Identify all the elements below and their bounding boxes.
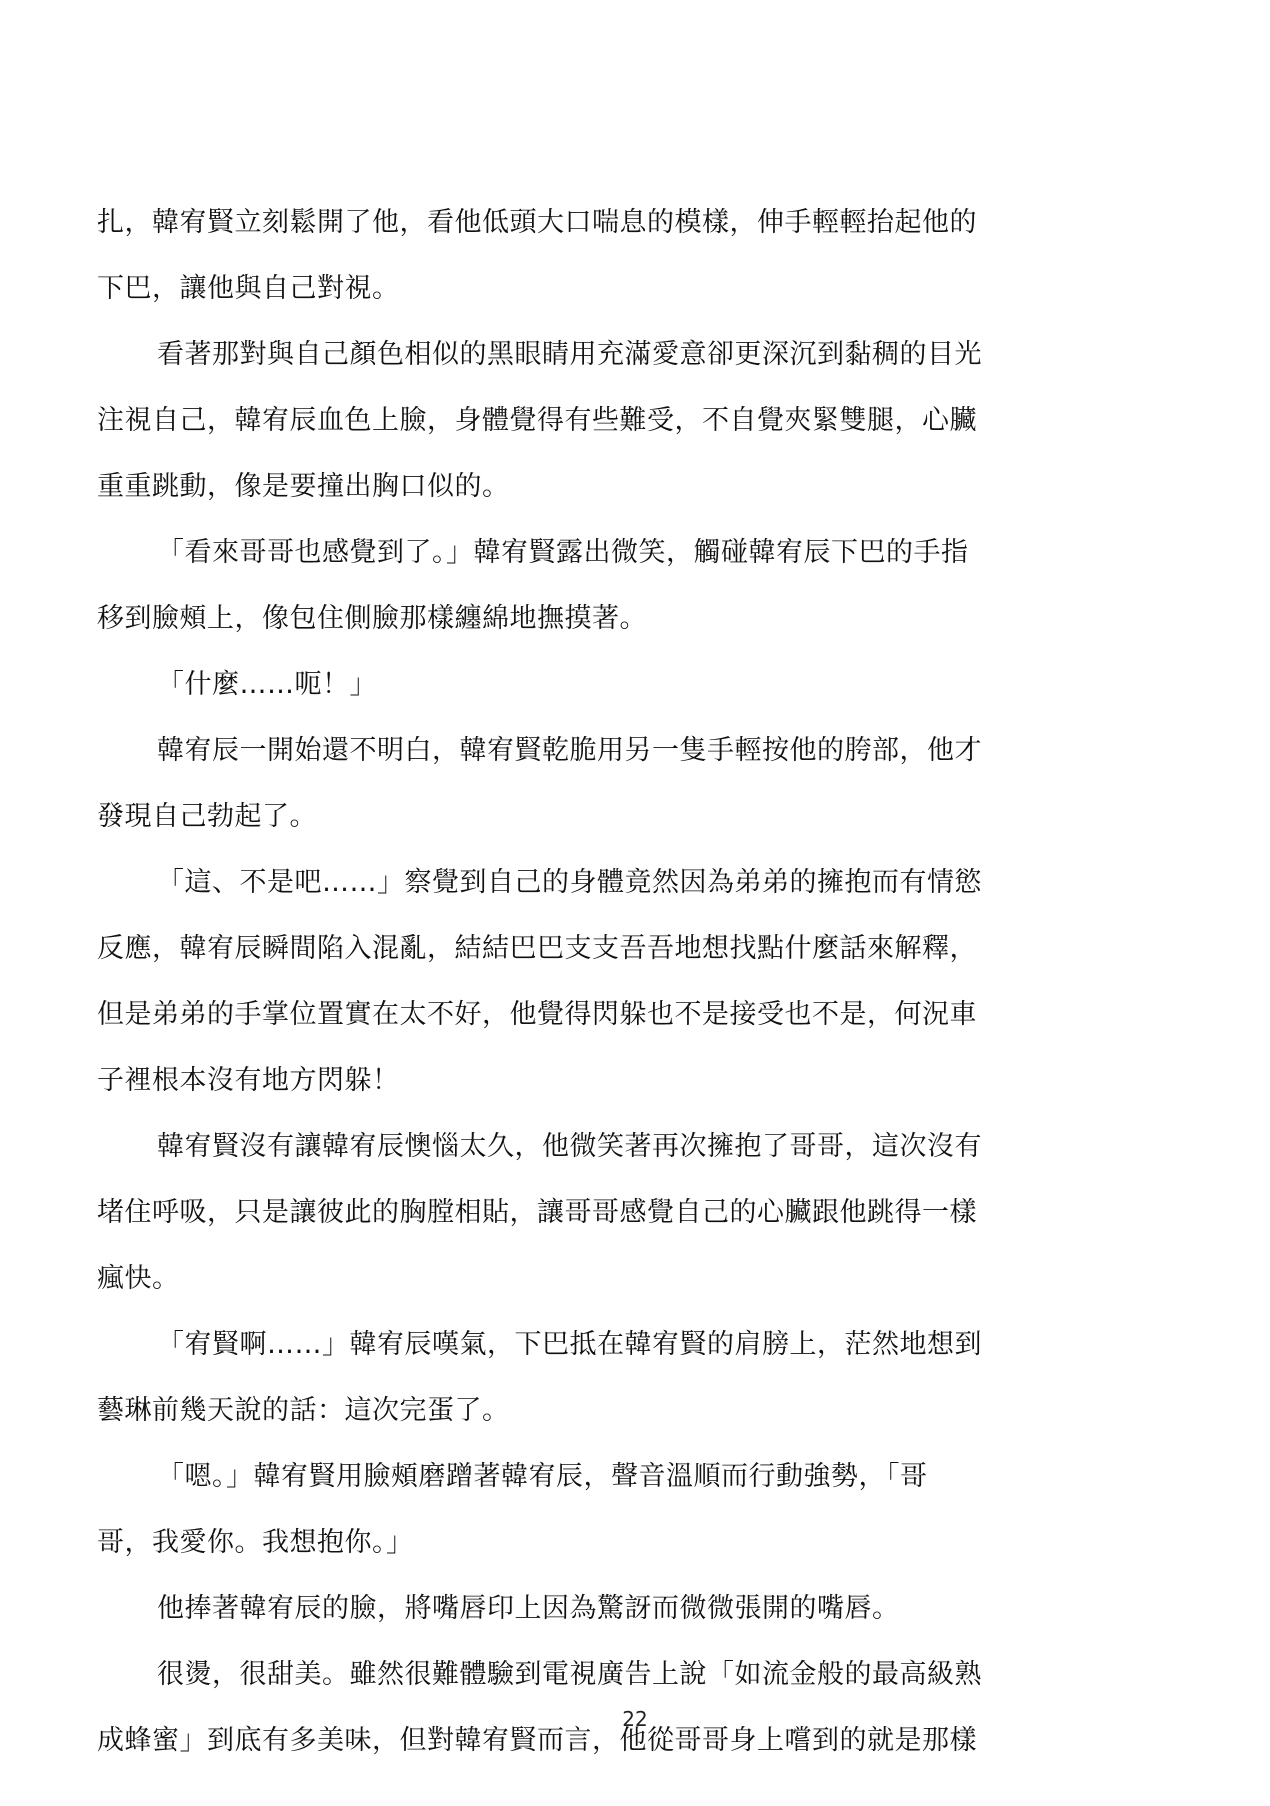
text-line: 他捧著韓宥辰的臉，將嘴唇印上因為驚訝而微微張開的嘴唇。 [157,1593,900,1624]
text-line: 堵住呼吸，只是讓彼此的胸膛相貼，讓哥哥感覺自己的心臟跟他跳得一樣 [97,1197,977,1228]
text-line: 移到臉頰上，像包住側臉那樣纏綿地撫摸著。 [97,603,647,634]
text-line: 韓宥辰一開始還不明白，韓宥賢乾脆用另一隻手輕按他的胯部，他才 [157,735,982,766]
text-line: 發現自己勃起了。 [97,801,317,832]
text-line: 藝琳前幾天說的話：這次完蛋了。 [97,1395,510,1426]
text-line: 韓宥賢沒有讓韓宥辰懊惱太久，他微笑著再次擁抱了哥哥，這次沒有 [157,1131,982,1162]
text-line: 看著那對與自己顏色相似的黑眼睛用充滿愛意卻更深沉到黏稠的目光 [157,339,982,370]
text-line: 「什麼……呃！」 [157,669,377,700]
body-text [97,190,1072,1774]
text-line: 重重跳動，像是要撞出胸口似的。 [97,471,510,502]
text-line: 「宥賢啊……」韓宥辰嘆氣，下巴抵在韓宥賢的肩膀上，茫然地想到 [157,1329,982,1360]
page-number: 22 [622,1707,648,1731]
text-line: 反應，韓宥辰瞬間陷入混亂，結結巴巴支支吾吾地想找點什麼話來解釋， [97,933,977,964]
text-line: 「嗯。」韓宥賢用臉頰磨蹭著韓宥辰，聲音溫順而行動強勢，「哥 [157,1461,928,1492]
text-line: 注視自己，韓宥辰血色上臉，身體覺得有些難受，不自覺夾緊雙腿，心臟 [97,405,977,436]
text-line: 扎，韓宥賢立刻鬆開了他，看他低頭大口喘息的模樣，伸手輕輕抬起他的 [97,207,977,238]
text-line: 瘋快。 [97,1263,180,1294]
text-line: 子裡根本沒有地方閃躲！ [97,1065,400,1096]
text-line: 成蜂蜜」到底有多美味，但對韓宥賢而言，他從哥哥身上嚐到的就是那樣 [97,1725,977,1756]
text-line: 很燙，很甜美。雖然很難體驗到電視廣告上說「如流金般的最高級熟 [157,1659,982,1690]
text-line: 「這、不是吧……」察覺到自己的身體竟然因為弟弟的擁抱而有情慾 [157,867,982,898]
text-line: 「看來哥哥也感覺到了。」韓宥賢露出微笑，觸碰韓宥辰下巴的手指 [157,537,969,568]
text-line: 但是弟弟的手掌位置實在太不好，他覺得閃躲也不是接受也不是，何況車 [97,999,977,1030]
text-line: 下巴，讓他與自己對視。 [97,273,400,304]
text-line: 哥，我愛你。我想抱你。」 [97,1527,414,1558]
